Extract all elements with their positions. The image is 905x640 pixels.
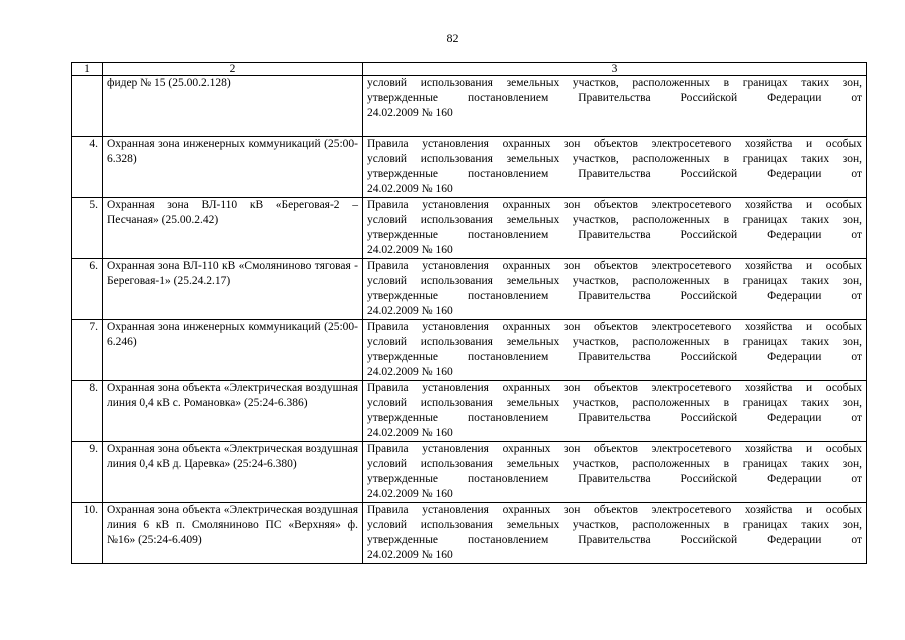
legal-basis	[363, 259, 867, 320]
table-row	[72, 381, 867, 442]
zone-name: Охранная зона ВЛ-110 кВ «Береговая-2 – Песчаная» (25.00.2.42)	[103, 198, 363, 259]
page-number: 82	[446, 31, 459, 45]
row-number: 7.	[72, 320, 103, 381]
table-row	[72, 259, 867, 320]
legal-basis-line: 24.02.2009 № 160	[367, 183, 453, 195]
legal-basis-line: утвержденные постановлением Правительства Российской Федерации от	[367, 229, 862, 241]
legal-basis-line: 24.02.2009 № 160	[367, 366, 453, 378]
zone-name: Охранная зона ВЛ-110 кВ «Смоляниново тяговая - Береговая-1» (25.24.2.17)	[103, 259, 363, 320]
zone-name: Охранная зона объекта «Электрическая воздушная линия 6 кВ п. Смоляниново ПС «Верхняя» ф.№16» (25:24-6.409)	[103, 503, 363, 564]
legal-basis-line: условий использования земельных участков, расположенных в границах таких зон,	[367, 153, 862, 165]
row-number: 6.	[72, 259, 103, 320]
legal-basis-line: 24.02.2009 № 160	[367, 244, 453, 256]
zone-name: Охранная зона инженерных коммуникаций (25:00-6.328)	[103, 137, 363, 198]
header-col-3: 3	[363, 63, 867, 76]
row-number	[72, 76, 103, 137]
legal-basis-line: условий использования земельных участков, расположенных в границах таких зон,	[367, 336, 862, 348]
legal-basis-line: утвержденные постановлением Правительства Российской Федерации от	[367, 412, 862, 424]
legal-basis-line: условий использования земельных участков, расположенных в границах таких зон,	[367, 275, 862, 287]
table-row	[72, 320, 867, 381]
legal-basis-line: утвержденные постановлением Правительства Российской Федерации от	[367, 290, 862, 302]
table-row	[72, 137, 867, 198]
legal-basis	[363, 442, 867, 503]
legal-basis	[363, 198, 867, 259]
legal-basis-line: утвержденные постановлением Правительства Российской Федерации от	[367, 473, 862, 485]
legal-basis-line: условий использования земельных участков, расположенных в границах таких зон,	[367, 519, 862, 531]
legal-basis	[363, 503, 867, 564]
legal-basis-line: 24.02.2009 № 160	[367, 427, 453, 439]
legal-basis	[363, 320, 867, 381]
zone-name: фидер № 15 (25.00.2.128)	[103, 76, 363, 137]
row-number: 5.	[72, 198, 103, 259]
legal-basis-line: утвержденные постановлением Правительства Российской Федерации от	[367, 168, 862, 180]
legal-basis-line: 24.02.2009 № 160	[367, 305, 453, 317]
legal-basis-line: Правила установления охранных зон объектов электросетевого хозяйства и особых	[367, 138, 862, 150]
table-header-row	[72, 63, 867, 76]
legal-basis-line: Правила установления охранных зон объектов электросетевого хозяйства и особых	[367, 199, 862, 211]
legal-basis-line: условий использования земельных участков, расположенных в границах таких зон,	[367, 214, 862, 226]
header-col-1: 1	[72, 63, 103, 76]
row-number: 10.	[72, 503, 103, 564]
zone-name: Охранная зона инженерных коммуникаций (25:00-6.246)	[103, 320, 363, 381]
legal-basis-line: утвержденные постановлением Правительства Российской Федерации от	[367, 534, 862, 546]
legal-basis-line: 24.02.2009 № 160	[367, 107, 453, 119]
legal-basis-line: Правила установления охранных зон объектов электросетевого хозяйства и особых	[367, 382, 862, 394]
table-row	[72, 76, 867, 137]
table-row	[72, 503, 867, 564]
zone-name: Охранная зона объекта «Электрическая воздушная линия 0,4 кВ с. Романовка» (25:24-6.386)	[103, 381, 363, 442]
zone-name: Охранная зона объекта «Электрическая воздушная линия 0,4 кВ д. Царевка» (25:24-6.380)	[103, 442, 363, 503]
table-row	[72, 442, 867, 503]
header-col-2: 2	[103, 63, 363, 76]
legal-basis-line: условий использования земельных участков, расположенных в границах таких зон,	[367, 397, 862, 409]
zones-table	[71, 62, 867, 564]
row-number: 4.	[72, 137, 103, 198]
legal-basis	[363, 381, 867, 442]
legal-basis-line: 24.02.2009 № 160	[367, 488, 453, 500]
legal-basis-line: 24.02.2009 № 160	[367, 549, 453, 561]
legal-basis-line: Правила установления охранных зон объектов электросетевого хозяйства и особых	[367, 443, 862, 455]
table-row	[72, 198, 867, 259]
legal-basis-line: Правила установления охранных зон объектов электросетевого хозяйства и особых	[367, 504, 862, 516]
legal-basis	[363, 76, 867, 137]
legal-basis-line: условий использования земельных участков, расположенных в границах таких зон,	[367, 458, 862, 470]
legal-basis-line: Правила установления охранных зон объектов электросетевого хозяйства и особых	[367, 260, 862, 272]
row-number: 8.	[72, 381, 103, 442]
legal-basis-line: утвержденные постановлением Правительства Российской Федерации от	[367, 92, 862, 104]
legal-basis-line: утвержденные постановлением Правительства Российской Федерации от	[367, 351, 862, 363]
legal-basis-line: условий использования земельных участков, расположенных в границах таких зон,	[367, 77, 862, 89]
legal-basis	[363, 137, 867, 198]
row-number: 9.	[72, 442, 103, 503]
legal-basis-line: Правила установления охранных зон объектов электросетевого хозяйства и особых	[367, 321, 862, 333]
